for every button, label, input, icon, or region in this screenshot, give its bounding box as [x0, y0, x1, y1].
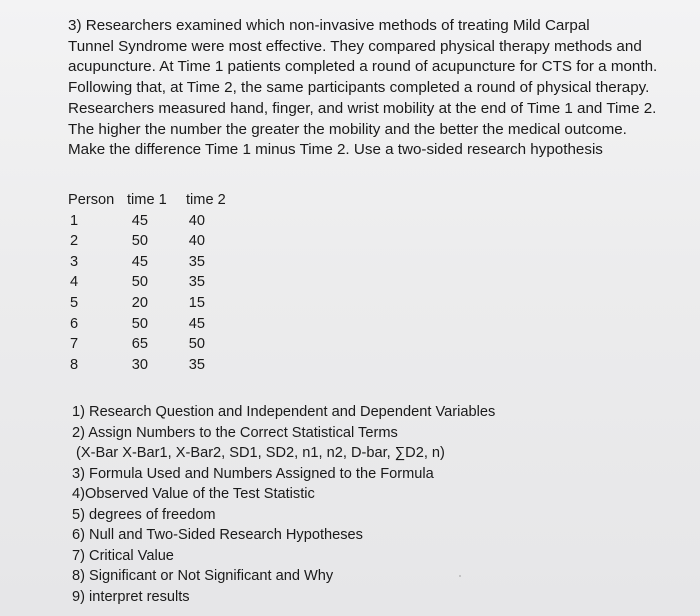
task-item: 9) interpret results: [72, 588, 190, 605]
cell-time2: 50: [188, 336, 205, 353]
problem-line: Tunnel Syndrome were most effective. They compared physical therapy methods and: [68, 37, 642, 55]
cell-time2: 35: [188, 274, 205, 291]
task-item: 7) Critical Value: [72, 547, 174, 564]
problem-line: acupuncture. At Time 1 patients completed a round of acupuncture for CTS for a month.: [68, 58, 658, 76]
cell-person: 2: [70, 233, 79, 250]
stray-dot-mark: [459, 575, 461, 577]
cell-time1: 50: [131, 274, 148, 291]
cell-time2: 40: [188, 212, 205, 229]
cell-time1: 30: [131, 356, 148, 373]
cell-person: 8: [70, 356, 79, 373]
cell-person: 5: [70, 294, 79, 311]
task-item: 2) Assign Numbers to the Correct Statistical Terms: [72, 424, 398, 441]
task-item: 1) Research Question and Independent and Dependent Variables: [72, 404, 496, 420]
task-item: 3) Formula Used and Numbers Assigned to the Formula: [72, 465, 434, 482]
cell-person: 7: [70, 336, 79, 353]
cell-person: 4: [70, 274, 79, 291]
header-time1: time 1: [127, 192, 167, 208]
problem-line: 3) Researchers examined which non-invasive methods of treating Mild Carpal: [68, 17, 590, 34]
cell-time2: 45: [188, 315, 205, 332]
task-item: 5) degrees of freedom: [72, 506, 216, 523]
problem-line: Researchers measured hand, finger, and wrist mobility at the end of Time 1 and Time 2.: [68, 99, 657, 117]
header-time2: time 2: [186, 192, 226, 208]
task-item: 4)Observed Value of the Test Statistic: [72, 486, 315, 502]
task-item: 6) Null and Two-Sided Research Hypotheses: [72, 527, 363, 543]
cell-time1: 50: [131, 315, 148, 332]
cell-time2: 15: [188, 294, 205, 311]
cell-person: 6: [70, 315, 79, 332]
cell-time1: 65: [131, 336, 148, 353]
cell-time2: 35: [188, 356, 205, 373]
task-list: [72, 402, 495, 607]
problem-line: The higher the number the greater the mobility and the better the medical outcome.: [68, 120, 627, 138]
cell-person: 1: [70, 212, 79, 229]
cell-time2: 40: [188, 233, 205, 250]
problem-line: Following that, at Time 2, the same participants completed a round of physical therapy.: [68, 79, 650, 97]
cell-time1: 50: [131, 233, 148, 250]
cell-time1: 45: [131, 253, 148, 270]
cell-time1: 20: [131, 294, 148, 311]
header-person: Person: [68, 192, 115, 208]
task-subitem: (X-Bar X-Bar1, X-Bar2, SD1, SD2, n1, n2, D-bar, ∑D2, n): [76, 445, 445, 461]
problem-statement: [68, 16, 696, 161]
problem-line: Make the difference Time 1 minus Time 2. Use a two-sided research hypothesis: [68, 141, 603, 159]
cell-person: 3: [70, 253, 79, 270]
cell-time1: 45: [131, 212, 148, 229]
task-item: 8) Significant or Not Significant and Why: [72, 568, 334, 584]
cell-time2: 35: [188, 253, 205, 270]
